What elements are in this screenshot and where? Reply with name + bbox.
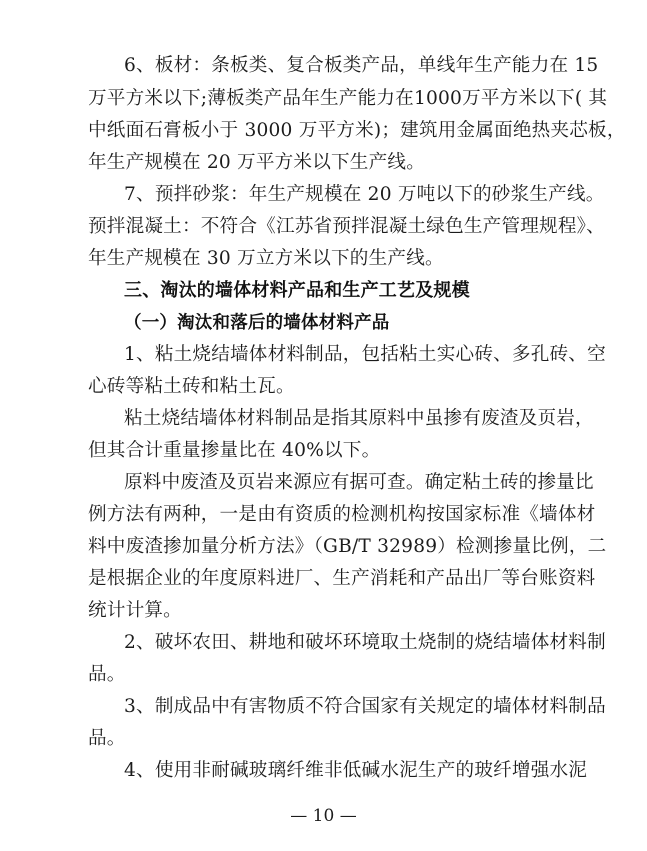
text-line: 例方法有两种，一是由有资质的检测机构按国家标准《墙体材 [88,504,596,525]
text-line: 年生产规模在 30 万立方米以下的生产线。 [88,248,444,269]
text-line: 粘土烧结墙体材料制品是指其原料中虽掺有废渣及页岩， [124,408,594,429]
page-number: — 10 — [290,806,357,826]
text-line: 4、使用非耐碱玻璃纤维非低碱水泥生产的玻纤增强水泥 [124,760,588,781]
text-line: 是根据企业的年度原料进厂、生产消耗和产品出厂等台账资料 [88,568,596,589]
text-line: 中纸面石膏板小于 3000 万平方米)；建筑用金属面绝热夹芯板， [88,120,626,141]
text-line: 6、板材：条板类、复合板类产品，单线年生产能力在 15 [124,55,599,76]
text-line: 品。 [88,728,126,749]
text-line: 统计计算。 [88,600,182,621]
text-line: 但其合计重量掺量比在 40%以下。 [88,440,381,461]
text-line: 2、破坏农田、耕地和破坏环境取土烧制的烧结墙体材料制 [124,632,606,653]
text-line: 3、制成品中有害物质不符合国家有关规定的墙体材料制品 [124,696,606,717]
text-line: 年生产规模在 20 万平方米以下生产线。 [88,152,425,173]
text-line: 心砖等粘土砖和粘土瓦。 [88,376,295,397]
text-line: 预拌混凝土：不符合《江苏省预拌混凝土绿色生产管理规程》、 [88,216,605,237]
text-line: 品。 [88,664,126,685]
subsection-heading: （一）淘汰和落后的墙体材料产品 [124,313,390,333]
text-line: 1、粘土烧结墙体材料制品，包括粘土实心砖、多孔砖、空 [124,344,606,365]
text-line: 7、预拌砂浆：年生产规模在 20 万吨以下的砂浆生产线。 [124,184,605,205]
section-heading: 三、淘汰的墙体材料产品和生产工艺及规模 [124,280,470,301]
text-line: 原料中废渣及页岩来源应有据可查。确定粘土砖的掺量比 [124,472,594,493]
text-line: 料中废渣掺加量分析方法》（GB/T 32989）检测掺量比例，二 [88,536,607,557]
text-line: 万平方米以下;薄板类产品年生产能力在1000万平方米以下( 其 [88,88,608,109]
